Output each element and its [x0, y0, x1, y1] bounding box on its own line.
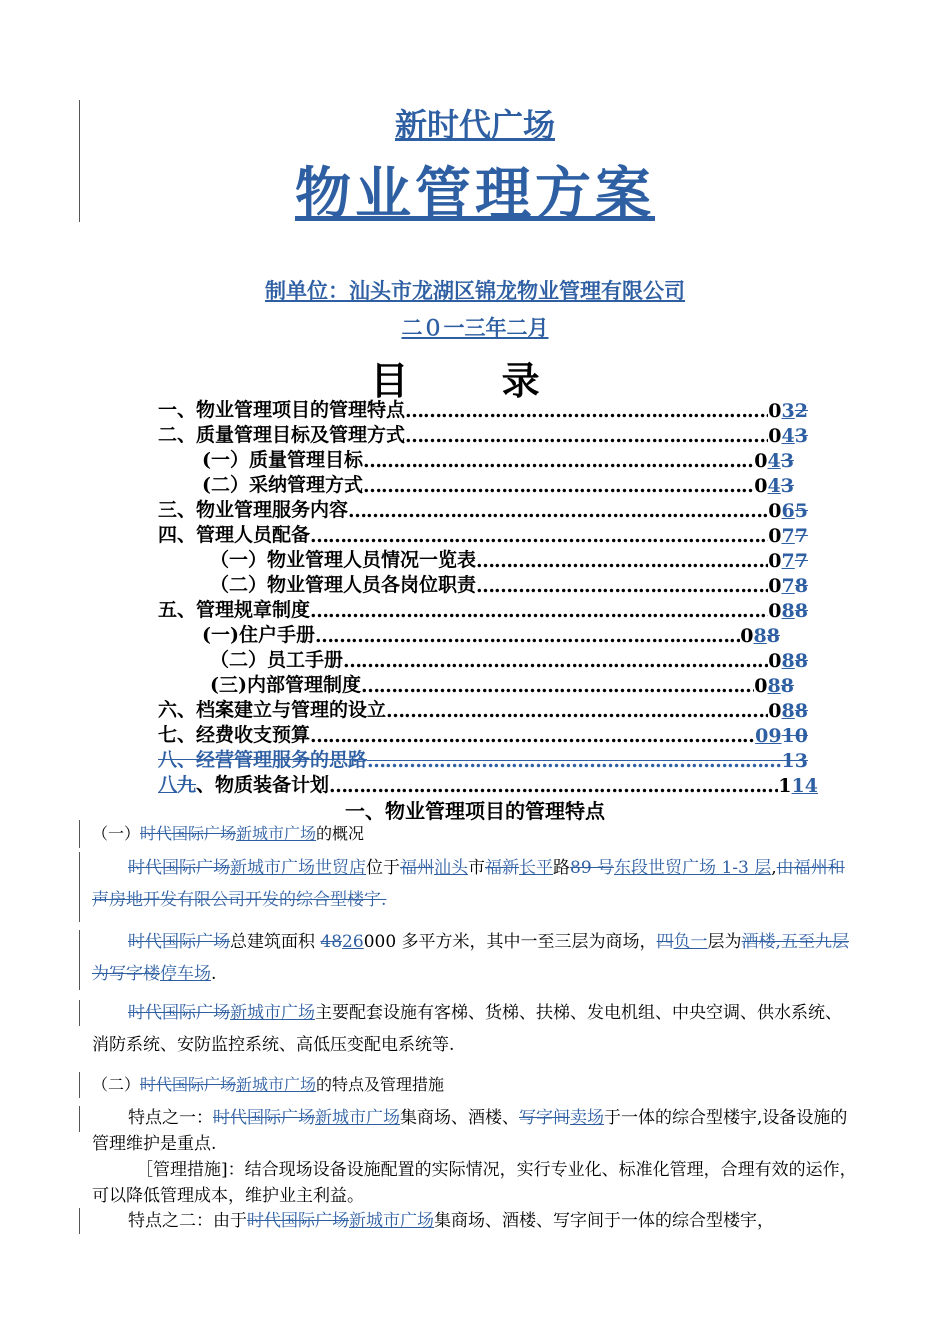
toc-item[interactable]: 六、档案建立与管理的设立 …………………………………………………………………………………………… 088 — [158, 697, 808, 722]
toc-item[interactable]: 五、管理规章制度 …………………………………………………………………………………………… 088 — [158, 597, 808, 622]
change-bar — [79, 820, 80, 848]
section-heading: 一、物业管理项目的管理特点 — [345, 799, 605, 823]
toc-item[interactable]: （二）员工手册 …………………………………………………………………………………………… 088 — [158, 647, 808, 672]
toc-item[interactable]: 三、物业管理服务内容 …………………………………………………………………………………………… 065 — [158, 497, 808, 522]
toc-item[interactable]: （一）物业管理人员情况一览表 …………………………………………………………………………………………… 077 — [158, 547, 808, 572]
date-line: 二０一三年二月 — [401, 315, 549, 340]
document-title: 新时代广场 — [394, 106, 555, 144]
document-main-title: 物业管理方案 — [295, 161, 655, 227]
toc-title: 目 录 — [370, 359, 580, 403]
toc-item[interactable]: 七、经费收支预算 …………………………………………………………………………………………… 0910 — [158, 722, 808, 747]
paragraph-facilities: 时代国际广场新城市广场主要配套设施有客梯、货梯、扶梯、发电机组、中央空调、供水系统、消防系统、安防监控系统、高低压变配电系统等. — [92, 1003, 842, 1055]
toc-item[interactable]: (一)住户手册 …………………………………………………………………………………………… 088 — [158, 622, 808, 647]
paragraph-feature-2: 特点之二：由于时代国际广场新城市广场集商场、酒楼、写字间于一体的综合型楼宇， — [128, 1211, 774, 1231]
change-bar — [79, 930, 80, 990]
change-bar — [79, 1000, 80, 1026]
table-of-contents — [158, 397, 818, 797]
organization-line: 制单位：汕头市龙湖区锦龙物业管理有限公司 — [265, 278, 685, 303]
subheading-overview: （一）时代国际广场新城市广场的概况 — [92, 824, 365, 843]
toc-item[interactable]: （二）物业管理人员各岗位职责 …………………………………………………………………………………………… 078 — [158, 572, 808, 597]
subheading-features: （二）时代国际广场新城市广场的特点及管理措施 — [92, 1075, 445, 1094]
change-bar — [79, 1208, 80, 1234]
change-bar — [79, 1106, 80, 1132]
toc-item[interactable]: (二）采纳管理方式 …………………………………………………………………………………………… 043 — [158, 472, 808, 497]
toc-item-deleted[interactable]: 八、经营管理服务的思路 …………………………………………………………………………………………… 13 — [158, 747, 808, 772]
paragraph-feature-1: 特点之一：时代国际广场新城市广场集商场、酒楼、写字间卖场于一体的综合型楼宇,设备设施的管理维护是重点. — [92, 1108, 848, 1154]
toc-item[interactable]: 二、质量管理目标及管理方式 …………………………………………………………………………………………… 043 — [158, 422, 808, 447]
paragraph-measures: ［管理措施]：结合现场设备设施配置的实际情况，实行专业化、标准化管理，合理有效的运作，可以降低管理成本，维护业主利益。 — [92, 1160, 857, 1206]
change-bar — [79, 852, 80, 922]
paragraph-area: 时代国际广场总建筑面积 4826000 多平方米，其中一至三层为商场，四负一层为酒楼,五至九层为写字楼停车场. — [92, 932, 849, 984]
toc-item[interactable]: (三)内部管理制度 …………………………………………………………………………………………… 088 — [158, 672, 808, 697]
toc-item[interactable]: (一）质量管理目标 …………………………………………………………………………………………… 043 — [158, 447, 808, 472]
change-bar — [79, 1072, 80, 1098]
toc-item[interactable]: 四、管理人员配备 …………………………………………………………………………………………… 077 — [158, 522, 808, 547]
toc-item[interactable]: 八九、物质装备计划 …………………………………………………………………………………………… 114 — [158, 772, 818, 797]
toc-item[interactable]: 一、物业管理项目的管理特点 …………………………………………………………………………………………… 032 — [158, 397, 808, 422]
paragraph-location: 时代国际广场新城市广场世贸店位于福州汕头市福新长平路89 号东段世贸广场 1-3 层,由福州和声房地开发有限公司开发的综合型楼宇. — [92, 858, 845, 910]
